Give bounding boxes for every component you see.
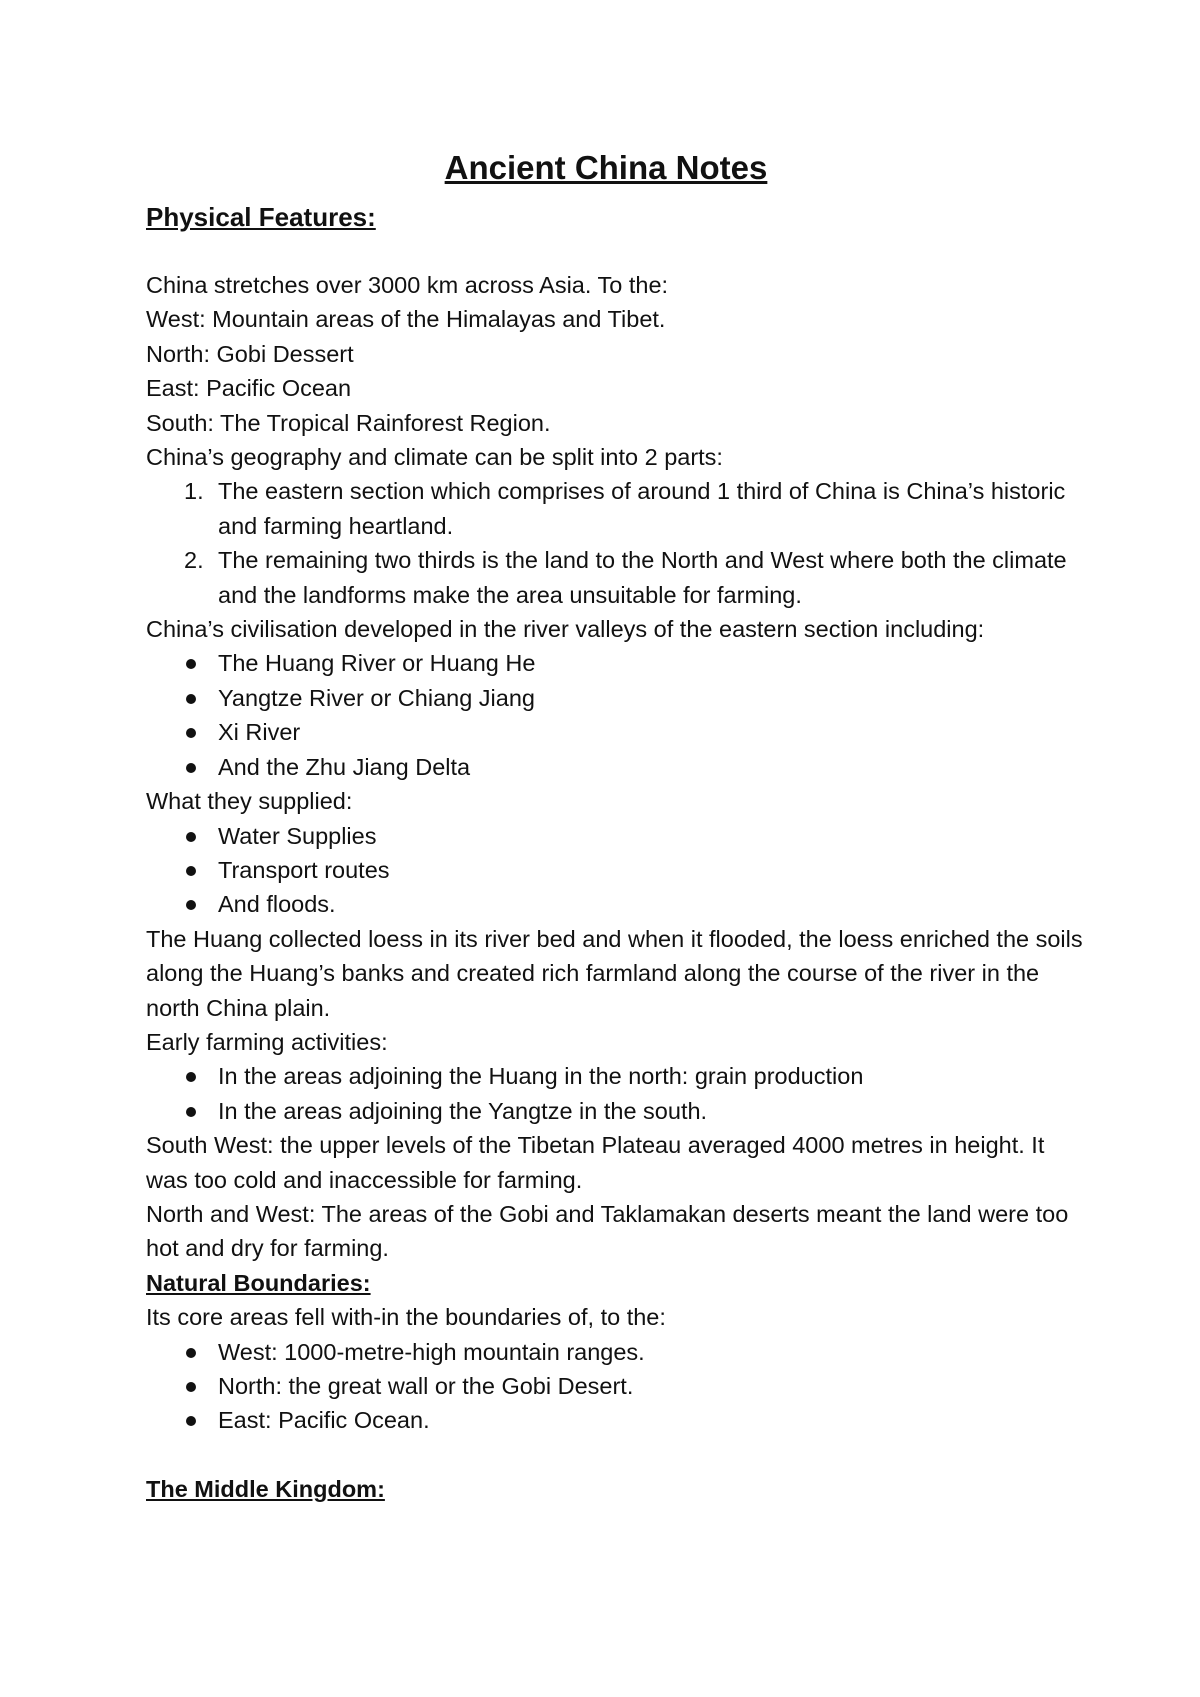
list-item-text: Yangtze River or Chiang Jiang	[218, 684, 535, 711]
bullet-list-boundaries	[146, 1335, 1086, 1438]
bullet-list-supplied	[146, 819, 1086, 922]
list-item-text: Transport routes	[218, 856, 390, 883]
list-item-text: And the Zhu Jiang Delta	[218, 753, 471, 780]
list-number: 1.	[184, 478, 204, 505]
list-item	[146, 646, 1086, 680]
bullet-dot-icon	[186, 1416, 196, 1426]
direction-line: South: The Tropical Rainforest Region.	[146, 409, 551, 436]
bullet-dot-icon	[186, 728, 196, 738]
paragraph: Early farming activities:	[146, 1028, 388, 1055]
bullet-list-farming	[146, 1059, 1086, 1128]
paragraph: What they supplied:	[146, 788, 353, 815]
bullet-dot-icon	[186, 694, 196, 704]
bullet-dot-icon	[186, 1072, 196, 1082]
bullet-dot-icon	[186, 1382, 196, 1392]
numbered-list	[146, 474, 1086, 612]
list-item-text: North: the great wall or the Gobi Desert.	[218, 1373, 634, 1399]
paragraph: The Huang collected loess in its river bed and when it flooded, the loess enriched the soils along the Huang’s banks and created rich farmland along the course of the river in the north China plain.	[146, 925, 1083, 1021]
list-item	[146, 1403, 1086, 1437]
list-item-text: East: Pacific Ocean.	[218, 1407, 430, 1434]
list-item	[146, 853, 1086, 887]
section-heading-middle-kingdom: The Middle Kingdom:	[146, 1475, 385, 1502]
list-item	[146, 887, 1086, 921]
section-heading-natural-boundaries: Natural Boundaries:	[146, 1269, 371, 1296]
bullet-dot-icon	[186, 1348, 196, 1358]
direction-line: North: Gobi Dessert	[146, 340, 354, 367]
list-item-text: Water Supplies	[218, 822, 377, 849]
list-item-text: In the areas adjoining the Huang in the north: grain production	[218, 1063, 864, 1090]
direction-line: West: Mountain areas of the Himalayas and Tibet.	[146, 306, 666, 333]
list-item-text: And floods.	[218, 891, 336, 918]
list-item-text: Xi River	[218, 719, 301, 746]
spacer	[146, 234, 1086, 268]
paragraph: South West: the upper levels of the Tibetan Plateau averaged 4000 metres in height. It was too cold and inaccessible for farming.	[146, 1132, 1045, 1193]
list-item-text: The eastern section which comprises of around 1 third of China is China’s historic and farming heartland.	[218, 478, 1066, 539]
list-item	[146, 715, 1086, 749]
list-item	[146, 1369, 1086, 1403]
document-title: Ancient China Notes	[444, 149, 768, 186]
bullet-dot-icon	[186, 1107, 196, 1117]
paragraph: China’s civilisation developed in the river valleys of the eastern section including:	[146, 616, 985, 643]
paragraph: Its core areas fell with-in the boundaries of, to the:	[146, 1304, 666, 1331]
document-body	[146, 148, 1086, 1506]
bullet-dot-icon	[186, 832, 196, 842]
direction-line: East: Pacific Ocean	[146, 375, 352, 402]
bullet-dot-icon	[186, 659, 196, 669]
list-number: 2.	[184, 547, 204, 574]
list-item	[146, 1335, 1086, 1369]
numbered-list-item	[146, 543, 1086, 612]
section-heading-physical-features: Physical Features:	[146, 202, 376, 232]
bullet-dot-icon	[186, 900, 196, 910]
list-item	[146, 1094, 1086, 1128]
list-item	[146, 1059, 1086, 1093]
list-item-text: The Huang River or Huang He	[218, 650, 536, 677]
list-item	[146, 750, 1086, 784]
paragraph: China stretches over 3000 km across Asia. To the:	[146, 272, 669, 298]
bullet-dot-icon	[186, 763, 196, 773]
spacer	[146, 1438, 1086, 1472]
list-item-text: The remaining two thirds is the land to the North and West where both the climate and the landforms make the area unsuitable for farming.	[218, 547, 1067, 608]
list-item-text: In the areas adjoining the Yangtze in the south.	[218, 1097, 708, 1124]
list-item	[146, 681, 1086, 715]
list-item	[146, 819, 1086, 853]
numbered-list-item	[146, 474, 1086, 543]
bullet-list-rivers	[146, 646, 1086, 784]
bullet-dot-icon	[186, 866, 196, 876]
paragraph: China’s geography and climate can be split into 2 parts:	[146, 444, 723, 471]
paragraph: North and West: The areas of the Gobi and Taklamakan deserts meant the land were too hot and dry for farming.	[146, 1200, 1069, 1262]
list-item-text: West: 1000-metre-high mountain ranges.	[218, 1338, 645, 1365]
